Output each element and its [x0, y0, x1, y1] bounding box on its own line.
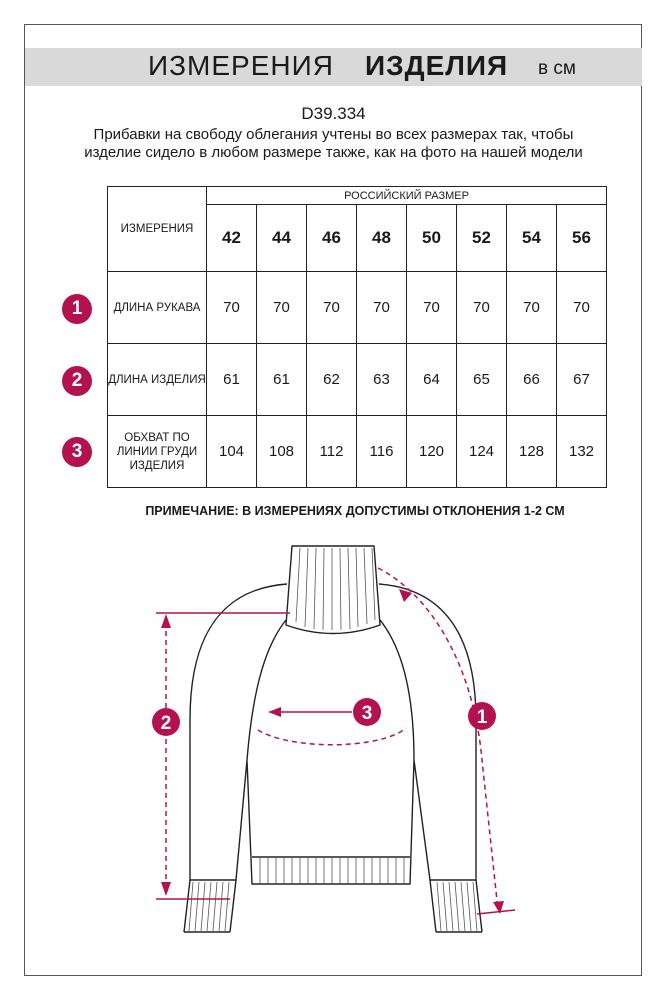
value-cell: 70: [457, 272, 507, 344]
value-cell: 70: [507, 272, 557, 344]
value-cell: 124: [457, 416, 507, 488]
size-cell: 52: [457, 205, 507, 272]
sweater-outline: [184, 546, 482, 932]
value-cell: 70: [207, 272, 257, 344]
value-cell: 112: [307, 416, 357, 488]
value-cell: 67: [557, 344, 607, 416]
value-cell: 128: [507, 416, 557, 488]
value-cell: 120: [407, 416, 457, 488]
value-cell: 104: [207, 416, 257, 488]
svg-text:2: 2: [160, 713, 172, 734]
size-cell: 48: [357, 205, 407, 272]
row-badge-chest: 3: [62, 437, 92, 467]
row-label: ДЛИНА РУКАВА: [108, 272, 207, 344]
header-title-part1: ИЗМЕРЕНИЯ: [148, 50, 334, 81]
row-label: ОБХВАТ ПО ЛИНИИ ГРУДИ ИЗДЕЛИЯ: [108, 416, 207, 488]
fit-description: Прибавки на свободу облегания учтены во всех размерах так, чтобы изделие сидело в любом размере также, как на фото на нашей модели: [84, 126, 583, 161]
size-system-cell: РОССИЙСКИЙ РАЗМЕР: [207, 187, 607, 205]
value-cell: 70: [257, 272, 307, 344]
row-badge-sleeve: 1: [62, 294, 92, 324]
arrowheads: [161, 589, 504, 914]
size-cell: 50: [407, 205, 457, 272]
value-cell: 70: [357, 272, 407, 344]
value-cell: 62: [307, 344, 357, 416]
size-cell: 54: [507, 205, 557, 272]
value-cell: 61: [257, 344, 307, 416]
size-cell: 56: [557, 205, 607, 272]
value-cell: 108: [257, 416, 307, 488]
value-cell: 116: [357, 416, 407, 488]
header-units: в см: [538, 58, 576, 79]
row-label: ДЛИНА ИЗДЕЛИЯ: [108, 344, 207, 416]
diagram-badge-length: [152, 708, 180, 736]
header-title-part2: ИЗДЕЛИЯ: [365, 50, 509, 81]
size-cell: 42: [207, 205, 257, 272]
measure-header-cell: ИЗМЕРЕНИЯ: [108, 187, 207, 272]
measure-lines: [156, 568, 515, 914]
svg-text:3: 3: [361, 703, 373, 724]
value-cell: 64: [407, 344, 457, 416]
value-cell: 61: [207, 344, 257, 416]
size-cell: 44: [257, 205, 307, 272]
value-cell: 70: [407, 272, 457, 344]
value-cell: 132: [557, 416, 607, 488]
tolerance-note: ПРИМЕЧАНИЕ: В ИЗМЕРЕНИЯХ ДОПУСТИМЫ ОТКЛОНЕНИЯ 1-2 СМ: [145, 504, 565, 518]
row-badge-length: 2: [62, 366, 92, 396]
value-cell: 63: [357, 344, 407, 416]
svg-text:1: 1: [476, 707, 488, 728]
value-cell: 66: [507, 344, 557, 416]
size-cell: 46: [307, 205, 357, 272]
ribbing-lines: [189, 548, 477, 931]
value-cell: 70: [557, 272, 607, 344]
product-code: D39.334: [301, 104, 366, 123]
value-cell: 65: [457, 344, 507, 416]
value-cell: 70: [307, 272, 357, 344]
diagram-badge-chest: [353, 698, 381, 726]
diagram-badge-sleeve: [468, 702, 496, 730]
